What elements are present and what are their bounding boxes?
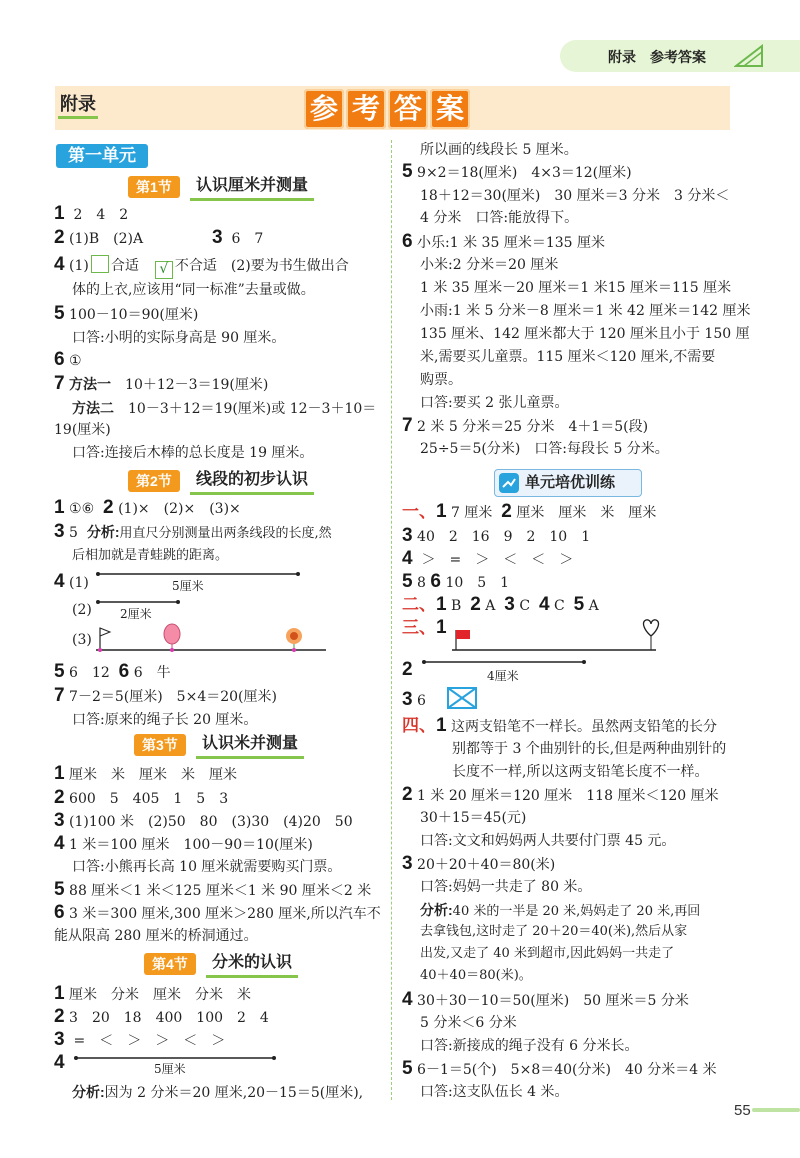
answer-line: 一、1 7 厘米 2 厘米 厘米 米 厘米 [402, 501, 657, 522]
answer-line: 3 40 2 16 9 2 10 1 [402, 525, 591, 546]
answer-line: 购票。 [420, 372, 462, 388]
balloon-icon [164, 624, 180, 650]
segment-length: 4厘米 [487, 669, 519, 683]
flag-icon [100, 628, 110, 650]
title-char: 参 [304, 89, 344, 129]
checkbox-checked: √ [155, 261, 173, 279]
section-title: 分米的认识 [206, 951, 298, 978]
answer-line: 口答:文文和妈妈两人共要付门票 45 元。 [420, 833, 676, 849]
answer-line: 别都等于 3 个曲别针的长,但是两种曲别针的 [452, 741, 727, 757]
answer-line: 4 (1) 合适 √ 不合适 (2)要为书生做出合 [54, 254, 349, 277]
quadrilateral-diagonals [446, 686, 478, 710]
segment-length: 5厘米 [154, 1062, 186, 1076]
section-badge: 第1节 [128, 176, 180, 198]
answer-line: 5 8 6 10 5 1 [402, 571, 510, 592]
answer-line: 去拿钱包,这时走了 20＋20＝40(米),然后从家 [420, 924, 688, 939]
answer-line: 1 ①⑥ 2 (1)× (2)× (3)× [54, 497, 241, 518]
answer-line: 口答:妈妈一共走了 80 米。 [420, 879, 592, 895]
answer-line: 3 6 [402, 689, 426, 710]
title-char: 考 [346, 89, 386, 129]
answer-line: 6 3 米＝300 厘米,300 厘米＞280 厘米,所以汽车不 [54, 902, 381, 923]
answer-line: 口答:新接成的绳子没有 6 分米长。 [420, 1038, 639, 1054]
answer-line: 口答:要买 2 张儿童票。 [420, 395, 569, 411]
answer-line: 能从限高 280 厘米的桥洞通过。 [54, 928, 258, 944]
answer-line: 3 20＋20＋40＝80(米) [402, 853, 556, 874]
appendix-label: 附录 [58, 90, 98, 119]
answer-line: 6 ① [54, 349, 82, 370]
answer-line: 所以画的线段长 5 厘米。 [420, 142, 578, 158]
section-title: 认识米并测量 [196, 732, 304, 759]
answer-line: 1 米 35 厘米－20 厘米＝1 米15 厘米＝115 厘米 [420, 280, 732, 296]
answer-line: 5 分米＜6 分米 [420, 1015, 517, 1031]
answer-line: 分析:因为 2 分米＝20 厘米,20－15＝5(厘米), [72, 1084, 364, 1101]
heart-icon [644, 620, 659, 650]
answer-line: 三、1 [402, 617, 447, 638]
answer-line: 长度不一样,所以这两支铅笔长度不一样。 [452, 764, 709, 780]
answer-line: 4 1 米＝100 厘米 100－90＝10(厘米) [54, 833, 313, 854]
answer-line: 135 厘米、142 厘米都大于 120 厘米且小于 150 厘 [420, 326, 750, 342]
section-title: 单元培优训练 [494, 469, 642, 497]
answer-line: 4 ＞ = ＞ ＜ ＜ ＞ [402, 548, 574, 569]
answer-line: 2 1 米 20 厘米＝120 厘米 118 厘米＜120 厘米 [402, 784, 719, 805]
column-divider [391, 140, 392, 1100]
checkbox-empty [91, 255, 109, 273]
chart-up-icon [499, 473, 519, 493]
answer-line: 1 厘米 米 厘米 米 厘米 [54, 763, 238, 784]
answer-line: 3 = ＜ ＞ ＞ ＜ ＞ [54, 1029, 226, 1050]
running-head [560, 40, 800, 72]
flower-icon [286, 628, 302, 650]
answer-line: 4 30＋30－10＝50(厘米) 50 厘米＝5 分米 [402, 989, 689, 1010]
flag-icon [456, 630, 470, 650]
answer-line: 5 100－10＝90(厘米) [54, 303, 199, 324]
answer-line: 分析:40 米的一半是 20 米,妈妈走了 20 米,再回 [420, 902, 701, 919]
answer-line: 出发,又走了 40 米到超市,因此妈妈一共走了 [420, 946, 675, 961]
answer-line: 口答:小熊再长高 10 厘米就需要购买门票。 [72, 859, 342, 875]
flag-balloon-flower-line [94, 622, 330, 656]
answer-line: 7 方法一 10＋12－3＝19(厘米) [54, 373, 269, 394]
answer-line: 40＋40＝80(米)。 [420, 968, 532, 983]
section-title: 认识厘米并测量 [190, 174, 314, 201]
segment-length: 2厘米 [120, 607, 152, 621]
running-head-text: 附录 参考答案 [608, 49, 706, 65]
answer-line: 6 小乐:1 米 35 厘米＝135 厘米 [402, 231, 605, 252]
answer-line: 4 分米 口答:能放得下。 [420, 210, 579, 226]
section-badge: 第4节 [144, 953, 196, 975]
section-badge: 第3节 [134, 734, 186, 756]
answer-line: 1 2 4 2 [54, 203, 129, 224]
section-title: 线段的初步认识 [190, 468, 314, 495]
answer-line: 口答:小明的实际身高是 90 厘米。 [72, 330, 286, 346]
answer-line: 4 (1) [54, 571, 89, 592]
unit-title: 第一单元 [56, 144, 148, 168]
answer-line: 后相加就是青蛙跳的距离。 [72, 548, 229, 563]
answer-line: 口答:原来的绳子长 20 厘米。 [72, 712, 258, 728]
answer-line: 2 600 5 405 1 5 3 [54, 787, 229, 808]
answer-line: 2 (1)B (2)A [54, 227, 144, 248]
answer-line: 二、1 B 2 A 3 C 4 C 5 A [402, 594, 599, 615]
answer-line: 5 9×2＝18(厘米) 4×3＝12(厘米) [402, 161, 632, 182]
answer-line: 5 6－1＝5(个) 5×8＝40(分米) 40 分米＝4 米 [402, 1058, 717, 1079]
section-badge: 第2节 [128, 470, 180, 492]
answer-line: 19(厘米) [54, 422, 111, 438]
page-number: 55 [734, 1102, 751, 1119]
answer-line: 口答:连接后木棒的总长度是 19 厘米。 [72, 445, 314, 461]
answer-line: 25÷5＝5(分米) 口答:每段长 5 分米。 [420, 441, 669, 457]
answer-line: 2 [402, 659, 413, 680]
answer-line: 四、1 这两支铅笔不一样长。虽然两支铅笔的长分 [402, 715, 718, 736]
segment-length: 5厘米 [172, 579, 204, 593]
answer-line: 3 (1)100 米 (2)50 80 (3)30 (4)20 50 [54, 810, 353, 831]
answer-line: 口答:这支队伍长 4 米。 [420, 1084, 569, 1100]
flag-heart-line [450, 612, 660, 656]
answer-line: 米,需要买儿童票。115 厘米＜120 厘米,不需要 [420, 349, 716, 365]
answer-line: 30＋15＝45(元) [420, 810, 527, 826]
answer-line: 5 88 厘米＜1 米＜125 厘米＜1 米 90 厘米＜2 米 [54, 879, 372, 900]
answer-line: (3) [72, 632, 92, 648]
answer-line: 小雨:1 米 5 分米－8 厘米＝1 米 42 厘米＝142 厘米 [420, 303, 751, 319]
title-char: 案 [430, 89, 470, 129]
answer-line: 5 6 12 6 6 牛 [54, 661, 171, 682]
answer-line: 小米:2 分米＝20 厘米 [420, 257, 559, 273]
answer-line: 方法二 10－3＋12＝19(厘米)或 12－3＋10＝ [72, 400, 377, 417]
answer-line: 7 7－2＝5(厘米) 5×4＝20(厘米) [54, 685, 277, 706]
answer-line: 18＋12＝30(厘米) 30 厘米＝3 分米 3 分米＜ [420, 188, 730, 204]
answer-line: 1 厘米 分米 厘米 分米 米 [54, 983, 252, 1004]
answer-line: 3 5 分析:用直尺分别测量出两条线段的长度,然 [54, 521, 332, 542]
answer-line: 4 [54, 1052, 65, 1073]
title-char: 答 [388, 89, 428, 129]
answer-line: 7 2 米 5 分米＝25 分米 4＋1＝5(段) [402, 415, 649, 436]
answer-line: 3 6 7 [212, 227, 264, 248]
triangle-ruler-icon [734, 44, 764, 68]
answer-line: 2 3 20 18 400 100 2 4 [54, 1006, 269, 1027]
page-number-bar [752, 1108, 800, 1112]
answer-line: (2) [72, 602, 92, 618]
answer-line: 体的上衣,应该用“同一标准”去量或做。 [72, 282, 315, 298]
